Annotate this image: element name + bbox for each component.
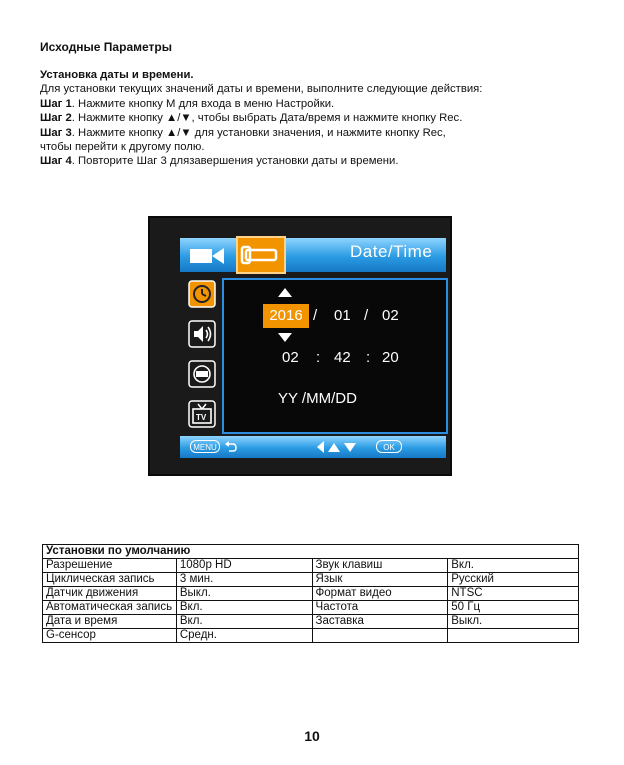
- day-field[interactable]: 02: [382, 307, 399, 324]
- instructions-title: Установка даты и времени.: [40, 69, 194, 81]
- date-format-label: YY /MM/DD: [278, 390, 357, 407]
- instructions-intro: Для установки текущих значений даты и времени, выполните следующие действия:: [40, 83, 483, 96]
- table-cell: Частота: [312, 601, 448, 615]
- table-row: [43, 573, 579, 587]
- step-text: . Нажмите кнопку ▲/▼ для установки значения, и нажмите кнопку Rec,: [71, 126, 446, 139]
- table-cell: Язык: [312, 573, 448, 587]
- table-cell: [448, 629, 579, 643]
- speaker-icon[interactable]: [188, 320, 216, 348]
- table-cell: Вкл.: [176, 615, 312, 629]
- section-heading: Исходные Параметры: [40, 40, 172, 54]
- table-cell: Формат видео: [312, 587, 448, 601]
- table-cell: 1080p HD: [176, 559, 312, 573]
- table-row: [43, 615, 579, 629]
- wrench-icon: [238, 238, 284, 272]
- table-cell: NTSC: [448, 587, 579, 601]
- table-row: [43, 601, 579, 615]
- abc-keyboard-icon[interactable]: [188, 360, 216, 388]
- table-row: [43, 629, 579, 643]
- time-separator: :: [316, 349, 321, 366]
- table-row: [43, 559, 579, 573]
- time-separator: :: [366, 349, 371, 366]
- video-camera-icon[interactable]: [184, 242, 230, 270]
- navigation-arrows-icon[interactable]: [316, 441, 358, 453]
- step-label: Шаг 2: [40, 112, 72, 125]
- step-label: Шаг 1: [40, 97, 72, 110]
- page-number: 10: [304, 728, 320, 744]
- screen-title: Date/Time: [350, 242, 433, 261]
- table-cell: 50 Гц: [448, 601, 579, 615]
- back-arrow-icon[interactable]: [224, 440, 238, 454]
- camera-screen: [148, 216, 452, 476]
- table-cell: Разрешение: [43, 559, 177, 573]
- step-1: [40, 97, 600, 111]
- table-cell: Датчик движения: [43, 587, 177, 601]
- year-field[interactable]: 2016: [263, 304, 309, 328]
- table-caption: Установки по умолчанию: [43, 545, 579, 559]
- table-cell: Выкл.: [176, 587, 312, 601]
- clock-icon[interactable]: [188, 280, 216, 308]
- table-cell: Автоматическая запись: [43, 601, 177, 615]
- table-cell: Вкл.: [176, 601, 312, 615]
- hour-field[interactable]: 02: [282, 349, 299, 366]
- step-3: [40, 126, 600, 140]
- step-4: [40, 154, 600, 168]
- defaults-table: [42, 544, 579, 643]
- table-cell: Звук клавиш: [312, 559, 448, 573]
- tv-icon[interactable]: [188, 400, 216, 428]
- table-cell: Вкл.: [448, 559, 579, 573]
- svg-text:TV: TV: [196, 413, 207, 422]
- table-row: [43, 587, 579, 601]
- second-field[interactable]: 20: [382, 349, 399, 366]
- step-text: . Повторите Шаг 3 длязавершения установки даты и времени.: [71, 155, 399, 168]
- ok-button[interactable]: OK: [376, 440, 402, 453]
- table-cell: Средн.: [176, 629, 312, 643]
- table-cell: [312, 629, 448, 643]
- settings-tab[interactable]: [236, 236, 286, 274]
- table-cell: Заставка: [312, 615, 448, 629]
- date-separator: /: [364, 307, 369, 324]
- step-label: Шаг 4: [40, 155, 72, 168]
- step-text: . Нажмите кнопку M для входа в меню Настройки.: [71, 97, 335, 110]
- step-3-continuation: чтобы перейти к другому полю.: [40, 141, 205, 154]
- date-separator: /: [313, 307, 318, 324]
- table-cell: Выкл.: [448, 615, 579, 629]
- table-cell: G-сенсор: [43, 629, 177, 643]
- table-cell: Циклическая запись: [43, 573, 177, 587]
- increment-arrow-icon[interactable]: [278, 288, 292, 297]
- minute-field[interactable]: 42: [334, 349, 351, 366]
- step-2: [40, 111, 600, 125]
- instructions: [40, 68, 600, 169]
- menu-button[interactable]: MENU: [190, 440, 220, 453]
- table-cell: Русский: [448, 573, 579, 587]
- month-field[interactable]: 01: [334, 307, 351, 324]
- decrement-arrow-icon[interactable]: [278, 333, 292, 342]
- step-text: . Нажмите кнопку ▲/▼, чтобы выбрать Дата/время и нажмите кнопку Rec.: [71, 112, 463, 125]
- step-label: Шаг 3: [40, 126, 72, 139]
- table-cell: Дата и время: [43, 615, 177, 629]
- table-cell: 3 мин.: [176, 573, 312, 587]
